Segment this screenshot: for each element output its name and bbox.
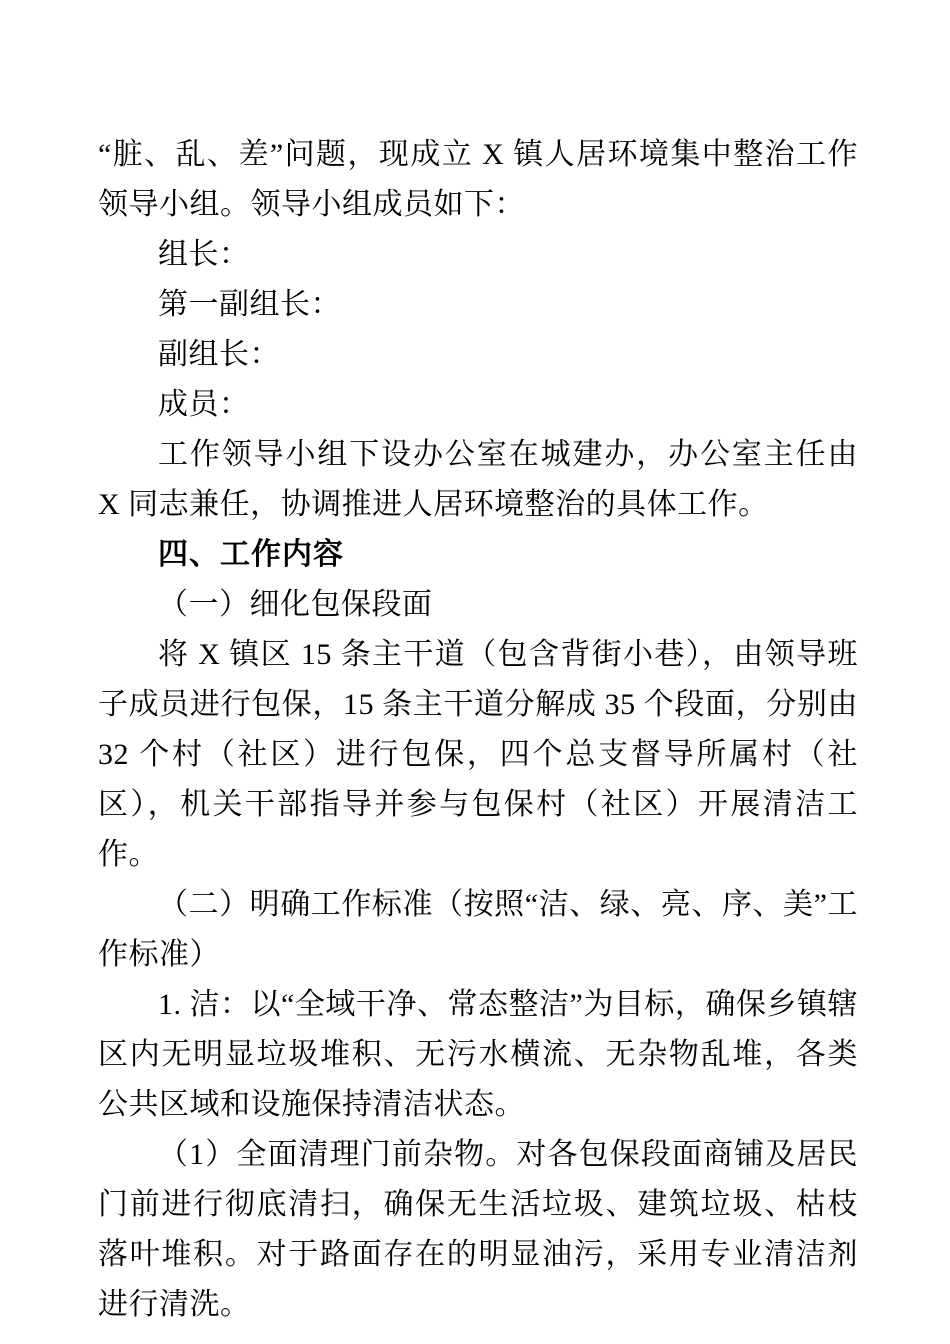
document-body — [98, 130, 858, 1330]
item-1-clean-standard: 1. 洁：以“全域干净、常态整洁”为目标，确保乡镇辖区内无明显垃圾堆积、无污水横流、无杂物乱堆，各类公共区域和设施保持清洁状态。 — [98, 988, 858, 1121]
subsection-2-title: （二）明确工作标准（按照“洁、绿、亮、序、美”工作标准） — [98, 888, 858, 971]
paragraph-deputy-leader: 副组长： — [158, 338, 280, 371]
item-1-1-front-door-clearing: （1）全面清理门前杂物。对各包保段面商铺及居民门前进行彻底清扫，确保无生活垃圾、建筑垃圾、枯枝落叶堆积。对于路面存在的明显油污，采用专业清洁剂进行清洗。 — [98, 1138, 858, 1321]
paragraph-lead-continuation: “脏、乱、差”问题，现成立 X 镇人居环境集中整治工作领导小组。领导小组成员如下： — [98, 138, 858, 221]
subsection-1-body: 将 X 镇区 15 条主干道（包含背街小巷），由领导班子成员进行包保，15 条主干道分解成 35 个段面，分别由 32 个村（社区）进行包保，四个总支督导所属村（社区），机关干部指导并参与包保村（社区）开展清洁工作。 — [98, 638, 858, 871]
paragraph-members: 成员： — [158, 388, 250, 421]
paragraph-first-deputy-leader: 第一副组长： — [158, 288, 341, 321]
section-heading-work-content: 四、工作内容 — [158, 538, 344, 571]
paragraph-group-leader: 组长： — [158, 238, 250, 271]
paragraph-office-note: 工作领导小组下设办公室在城建办，办公室主任由 X 同志兼任，协调推进人居环境整治的具体工作。 — [98, 438, 858, 521]
subsection-1-title: （一）细化包保段面 — [158, 588, 433, 621]
